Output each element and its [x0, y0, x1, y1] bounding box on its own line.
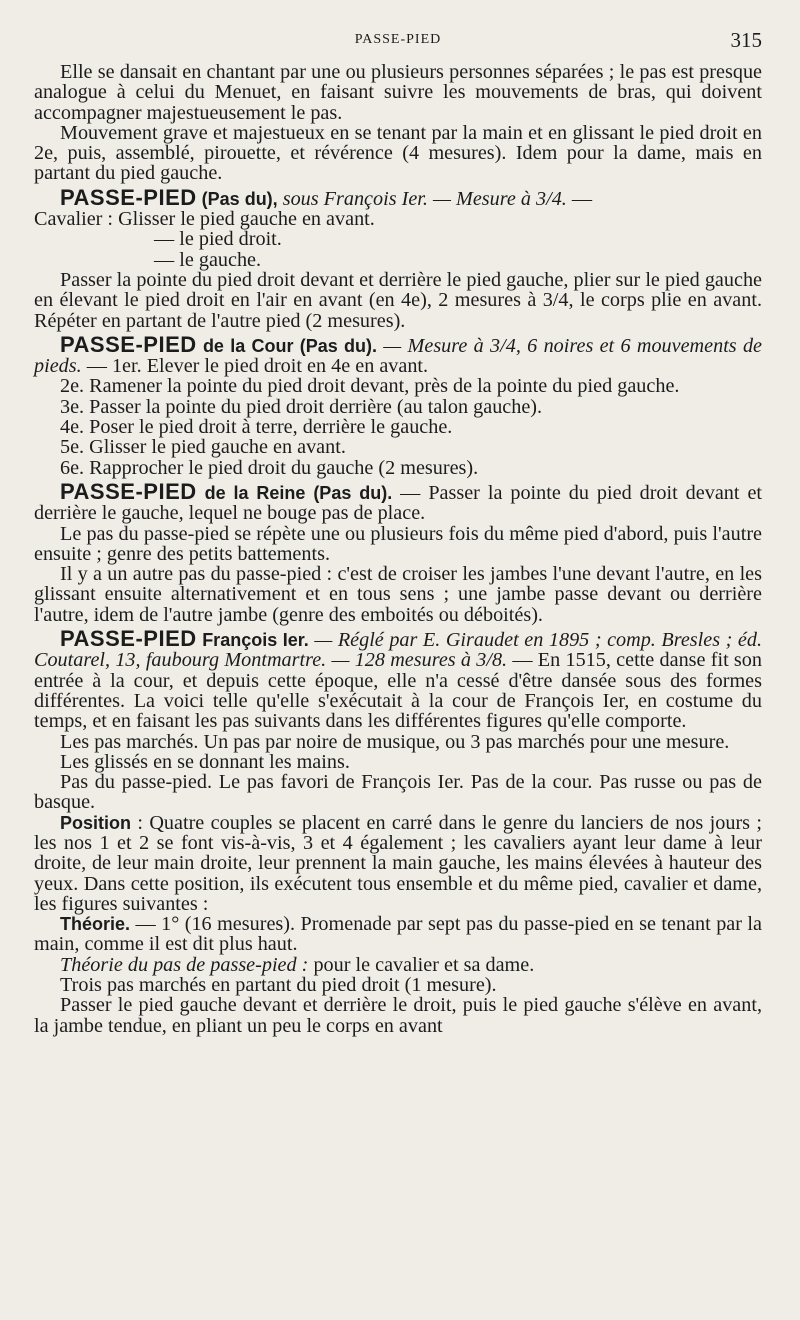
theory-label: Théorie.: [60, 914, 131, 935]
paragraph: Le pas du passe-pied se répète une ou plusieurs fois du même pied d'abord, puis l'autre ensuite ; genre des petits battements.: [34, 522, 762, 565]
theory-text: — 1° (16 mesures). Promenade par sept pas du passe-pied en se tenant par la main, comme il est dit plus haut.: [34, 913, 762, 956]
entry-passe-pied: [34, 184, 762, 210]
theory-subtitle: Théorie du pas de passe-pied : pour le cavalier et sa dame.: [60, 953, 535, 976]
position-paragraph: [34, 813, 762, 914]
paragraph: Pas du passe-pied. Le pas favori de François Ier. Pas de la cour. Pas russe ou pas de basque.: [34, 771, 762, 814]
paragraph: Elle se dansait en chantant par une ou plusieurs personnes séparées ; le pas est presque analogue à celui du Menuet, en faisant suivre les mouvements de bras, qui doivent accompagner majestueusement le pas.: [34, 61, 762, 124]
theory-paragraph: [34, 914, 762, 955]
entry-passe-pied-cour: [34, 331, 763, 378]
position-text: : Quatre couples se placent en carré dans le genre du lanciers de nos jours ; les nos 1 et 2 se font vis-à-vis, 3 et 4 également ; les cavaliers ayant leur dame à leur droite, de leur main droite, leur prennent la main gauche, les mains élevées à hauteur des yeux. Dans cette position, ils exécutent tous ensemble et du même pied, cavalier et dame, les figures suivantes :: [34, 811, 762, 915]
paragraph: Trois pas marchés en partant du pied droit (1 mesure).: [60, 974, 497, 997]
entry-text: —: [566, 187, 593, 210]
entry-subheading: de la Reine (Pas du).: [204, 482, 393, 503]
entry-passe-pied-reine: [34, 478, 763, 525]
paragraph: Passer le pied gauche devant et derrière le droit, puis le pied gauche s'élève en avant, la jambe tendue, en pliant un peu le corps en avant: [34, 994, 762, 1037]
paragraph: Les glissés en se donnant les mains.: [60, 750, 350, 773]
step-line: 2e. Ramener la pointe du pied droit devant, près de la pointe du pied gauche.: [60, 375, 680, 398]
entry-subheading: de la Cour (Pas du).: [202, 335, 377, 356]
paragraph: Mouvement grave et majestueux en se tenant par la main et en glissant le pied droit en 2e, puis, assemblé, pirouette, et révérence (4 mesures). Idem pour la dame, mais en partant du pied gauche.: [34, 121, 762, 185]
entry-subheading: (Pas du),: [201, 188, 278, 209]
step-line: 3e. Passer la pointe du pied droit derrière (au talon gauche).: [60, 395, 543, 418]
paragraph: Les pas marchés. Un pas par noire de musique, ou 3 pas marchés pour une mesure.: [60, 730, 730, 753]
entry-heading: PASSE-PIED: [60, 331, 197, 357]
running-title: PASSE-PIED: [354, 32, 442, 47]
running-head: [34, 28, 762, 62]
entry-text: — Passer la pointe du pied droit devant et derrière le gauche, lequel ne bouge pas de place.: [34, 481, 763, 525]
entry-text: — 1er. Elever le pied droit en 4e en avant.: [81, 355, 429, 378]
step-line: Cavalier : Glisser le pied gauche en avant.: [34, 208, 375, 231]
entry-italic: — Réglé par E. Giraudet en 1895 ; comp. Bresles ; éd. Coutarel, 13, faubourg Montmartre. — 128 mesures à 3/8.: [34, 629, 763, 672]
page-number: 315: [730, 28, 762, 52]
step-line: 4e. Poser le pied droit à terre, derrière le gauche.: [60, 416, 453, 439]
step-line: 5e. Glisser le pied gauche en avant.: [60, 436, 346, 459]
body-text: [34, 62, 762, 1036]
entry-italic: — Mesure à 3/4, 6 noires et 6 mouvements de pieds.: [34, 334, 763, 378]
entry-subheading: François Ier.: [202, 630, 309, 651]
paragraph: Il y a un autre pas du passe-pied : c'est de croiser les jambes l'une devant l'autre, en les glissant ensuite alternativement et en tous sens ; une jambe passe devant ou derrière l'autre, idem de l'autre jambe (genre des emboités ou déboités).: [34, 563, 762, 626]
step-line: — le pied droit.: [154, 228, 282, 251]
entry-text: — En 1515, cette danse fit son entrée à la cour, et depuis cette époque, elle n'a cessé d'être dansée sous des formes différentes. La voici telle qu'elle s'exécutait à la cour de François Ier, en costume du temps, et en faisant les pas suivants dans les différentes figures qu'elle comporte.: [34, 649, 762, 733]
entry-passe-pied-francois: [34, 626, 763, 733]
position-label: Position: [60, 812, 131, 833]
step-line: 6e. Rapprocher le pied droit du gauche (2 mesures).: [60, 456, 479, 479]
entry-heading: PASSE-PIED: [60, 626, 197, 652]
entry-heading: PASSE-PIED: [60, 478, 197, 504]
entry-heading: PASSE-PIED: [60, 184, 197, 210]
entry-italic: sous François Ier. — Mesure à 3/4.: [282, 187, 567, 210]
paragraph: Passer la pointe du pied droit devant et derrière le pied gauche, plier sur le pied gauche en élevant le pied droit en l'air en avant (en 4e), 2 mesures à 3/4, le corps plie en avant. Répéter en partant de l'autre pied (2 mesures).: [34, 268, 762, 332]
step-line: — le gauche.: [154, 248, 262, 271]
